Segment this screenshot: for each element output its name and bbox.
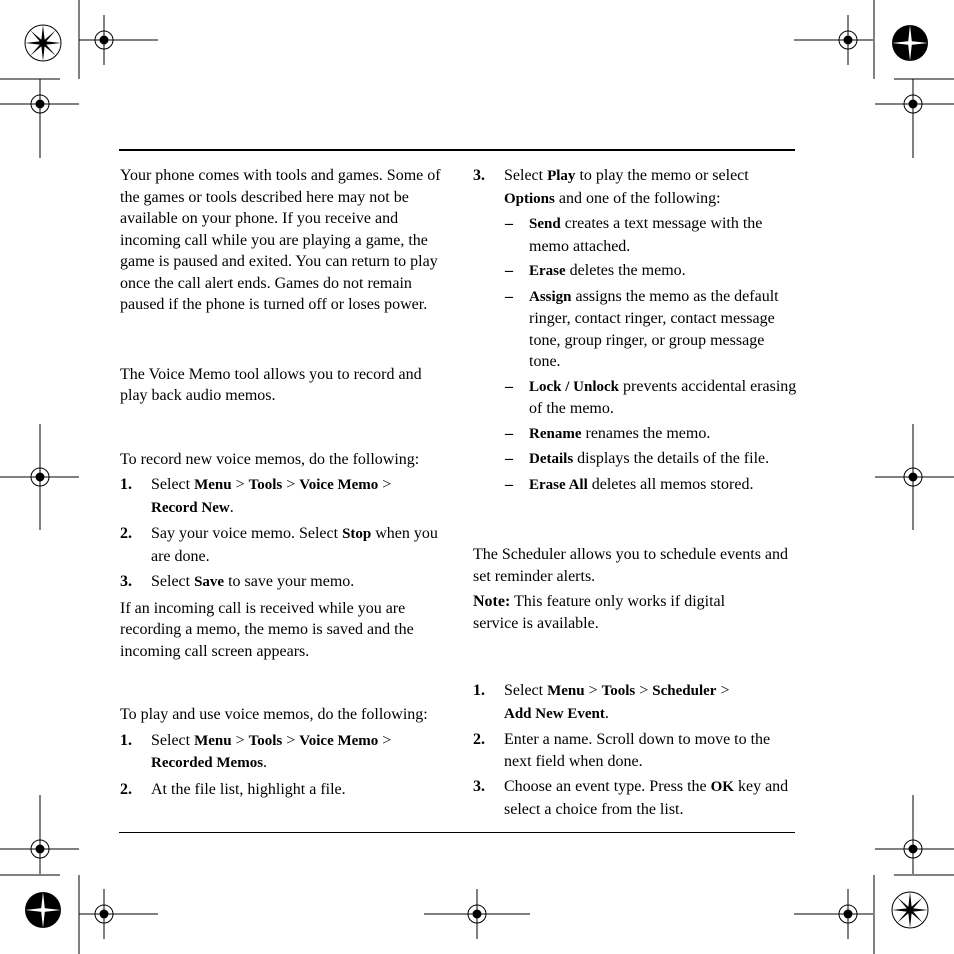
play-step-3: 3. Select Play to play the memo or select Options and one of the following: xyxy=(473,167,749,207)
right-column xyxy=(473,165,798,820)
option-erase-all: – Erase All deletes all memos stored. xyxy=(505,475,754,493)
record-step-3: 3. Select Save to save your memo. xyxy=(120,573,355,590)
play-step-2: 2. At the file list, highlight a file. xyxy=(120,780,346,798)
scheduler-intro: The Scheduler allows you to schedule events and set reminder alerts. xyxy=(473,546,789,585)
voice-memo-intro: The Voice Memo tool allows you to record and play back audio memos. xyxy=(120,365,422,404)
option-details: – Details displays the details of the file. xyxy=(505,450,770,467)
incoming-call-note: If an incoming call is received while you are recording a memo, the memo is saved and the incoming call screen appears. xyxy=(120,599,414,660)
option-lock-unlock: – Lock / Unlock prevents accidental erasing of the memo. xyxy=(505,377,797,417)
record-step-2: 2. Say your voice memo. Select Stop when you are done. xyxy=(120,525,438,565)
bottom-rule xyxy=(119,832,795,833)
play-step-1: 1. Select Menu > Tools > Voice Memo > Recorded Memos. xyxy=(120,731,392,771)
play-intro: To play and use voice memos, do the following: xyxy=(120,706,428,723)
top-rule xyxy=(119,149,795,151)
scheduler-step-3: 3. Choose an event type. Press the OK key and select a choice from the list. xyxy=(473,778,789,818)
option-assign: – Assign assigns the memo as the default ringer, contact ringer, contact message tone, group ringer, or group message tone. xyxy=(505,287,779,370)
record-step-1: 1. Select Menu > Tools > Voice Memo > Record New. xyxy=(120,476,392,516)
scheduler-note: Note: This feature only works if digital service is available. xyxy=(473,593,726,632)
record-intro: To record new voice memos, do the following: xyxy=(120,450,420,468)
scheduler-step-1: 1. Select Menu > Tools > Scheduler > Add New Event. xyxy=(473,682,730,722)
left-column xyxy=(120,165,450,800)
option-erase: – Erase deletes the memo. xyxy=(505,262,686,279)
scheduler-step-2: 2. Enter a name. Scroll down to move to the next field when done. xyxy=(473,731,771,770)
tools-intro-paragraph: Your phone comes with tools and games. Some of the games or tools described here may not be available on your phone. If you receive and incoming call while you are playing a game, the game is paused and exited. You can return to play once the call alert ends. Games do not remain paused if the phone is turned off or loses power. xyxy=(120,167,441,313)
option-send: – Send creates a text message with the memo attached. xyxy=(505,215,763,255)
option-rename: – Rename renames the memo. xyxy=(505,424,711,442)
